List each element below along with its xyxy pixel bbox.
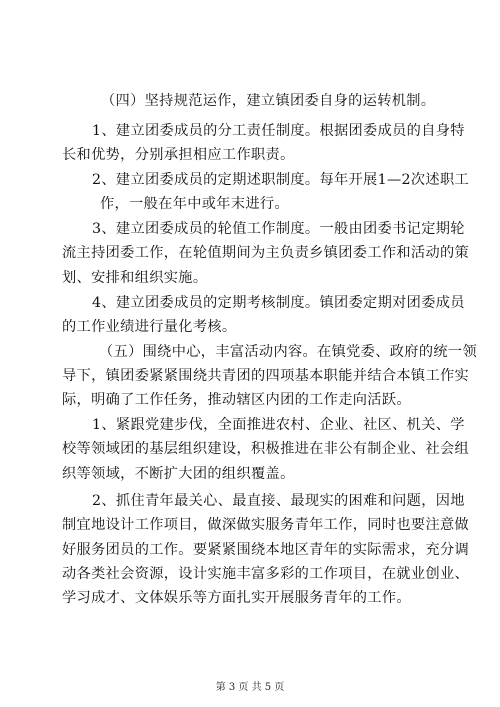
paragraph-line: 长和优势，分别承担相应工作职责。 [62,147,295,163]
paragraph-line: 学习成才、文体娱乐等方面扎实开展服务青年的工作。 [62,590,411,606]
paragraph-line: 划、安排和组织实施。 [62,270,208,286]
paragraph-line: 3、建立团委成员的轮值工作制度。一般由团委书记定期轮 [92,221,465,237]
paragraph-line: 1、紧跟党建步伐，全面推进农村、企业、社区、机关、学 [92,417,465,433]
paragraph-line: 4、建立团委成员的定期考核制度。镇团委定期对团委成员 [92,295,465,311]
paragraph-line: 2、抓住青年最关心、最直接、最现实的困难和问题，因地 [92,493,465,509]
paragraph-line: 的工作业绩进行量化考核。 [62,319,237,335]
paragraph-line: 际，明确了工作任务，推动辖区内团的工作走向活跃。 [62,392,411,408]
paragraph-line: 织等领域，不断扩大团的组织覆盖。 [62,466,295,482]
paragraph-line: 制宜地设计工作项目，做深做实服务青年工作，同时也要注意做 [62,517,470,533]
paragraph-line: 流主持团委工作，在轮值期间为主负责乡镇团委工作和活动的策 [62,245,470,261]
heading-section-5: （五）围绕中心，丰富活动内容。在镇党委、政府的统一领 [99,344,477,360]
paragraph-line: 作，一般在年中或年末进行。 [100,196,289,212]
paragraph-line: 动各类社会资源，设计实施丰富多彩的工作项目，在就业创业、 [62,566,470,582]
paragraph-line: 校等领域团的基层组织建设，积极推进在非公有制企业、社会组 [62,441,470,457]
paragraph-line: 2、建立团委成员的定期述职制度。每年开展1—2次述职工 [92,172,470,188]
heading-section-4: （四）坚持规范运作，建立镇团委自身的运转机制。 [101,93,436,109]
paragraph-line: 好服务团员的工作。要紧紧围绕本地区青年的实际需求，充分调 [62,542,470,558]
paragraph-line: 1、建立团委成员的分工责任制度。根据团委成员的自身特 [92,123,465,139]
page-footer: 第 3 页 共 5 页 [215,682,285,693]
paragraph-line: 导下，镇团委紧紧围绕共青团的四项基本职能并结合本镇工作实 [62,368,470,384]
